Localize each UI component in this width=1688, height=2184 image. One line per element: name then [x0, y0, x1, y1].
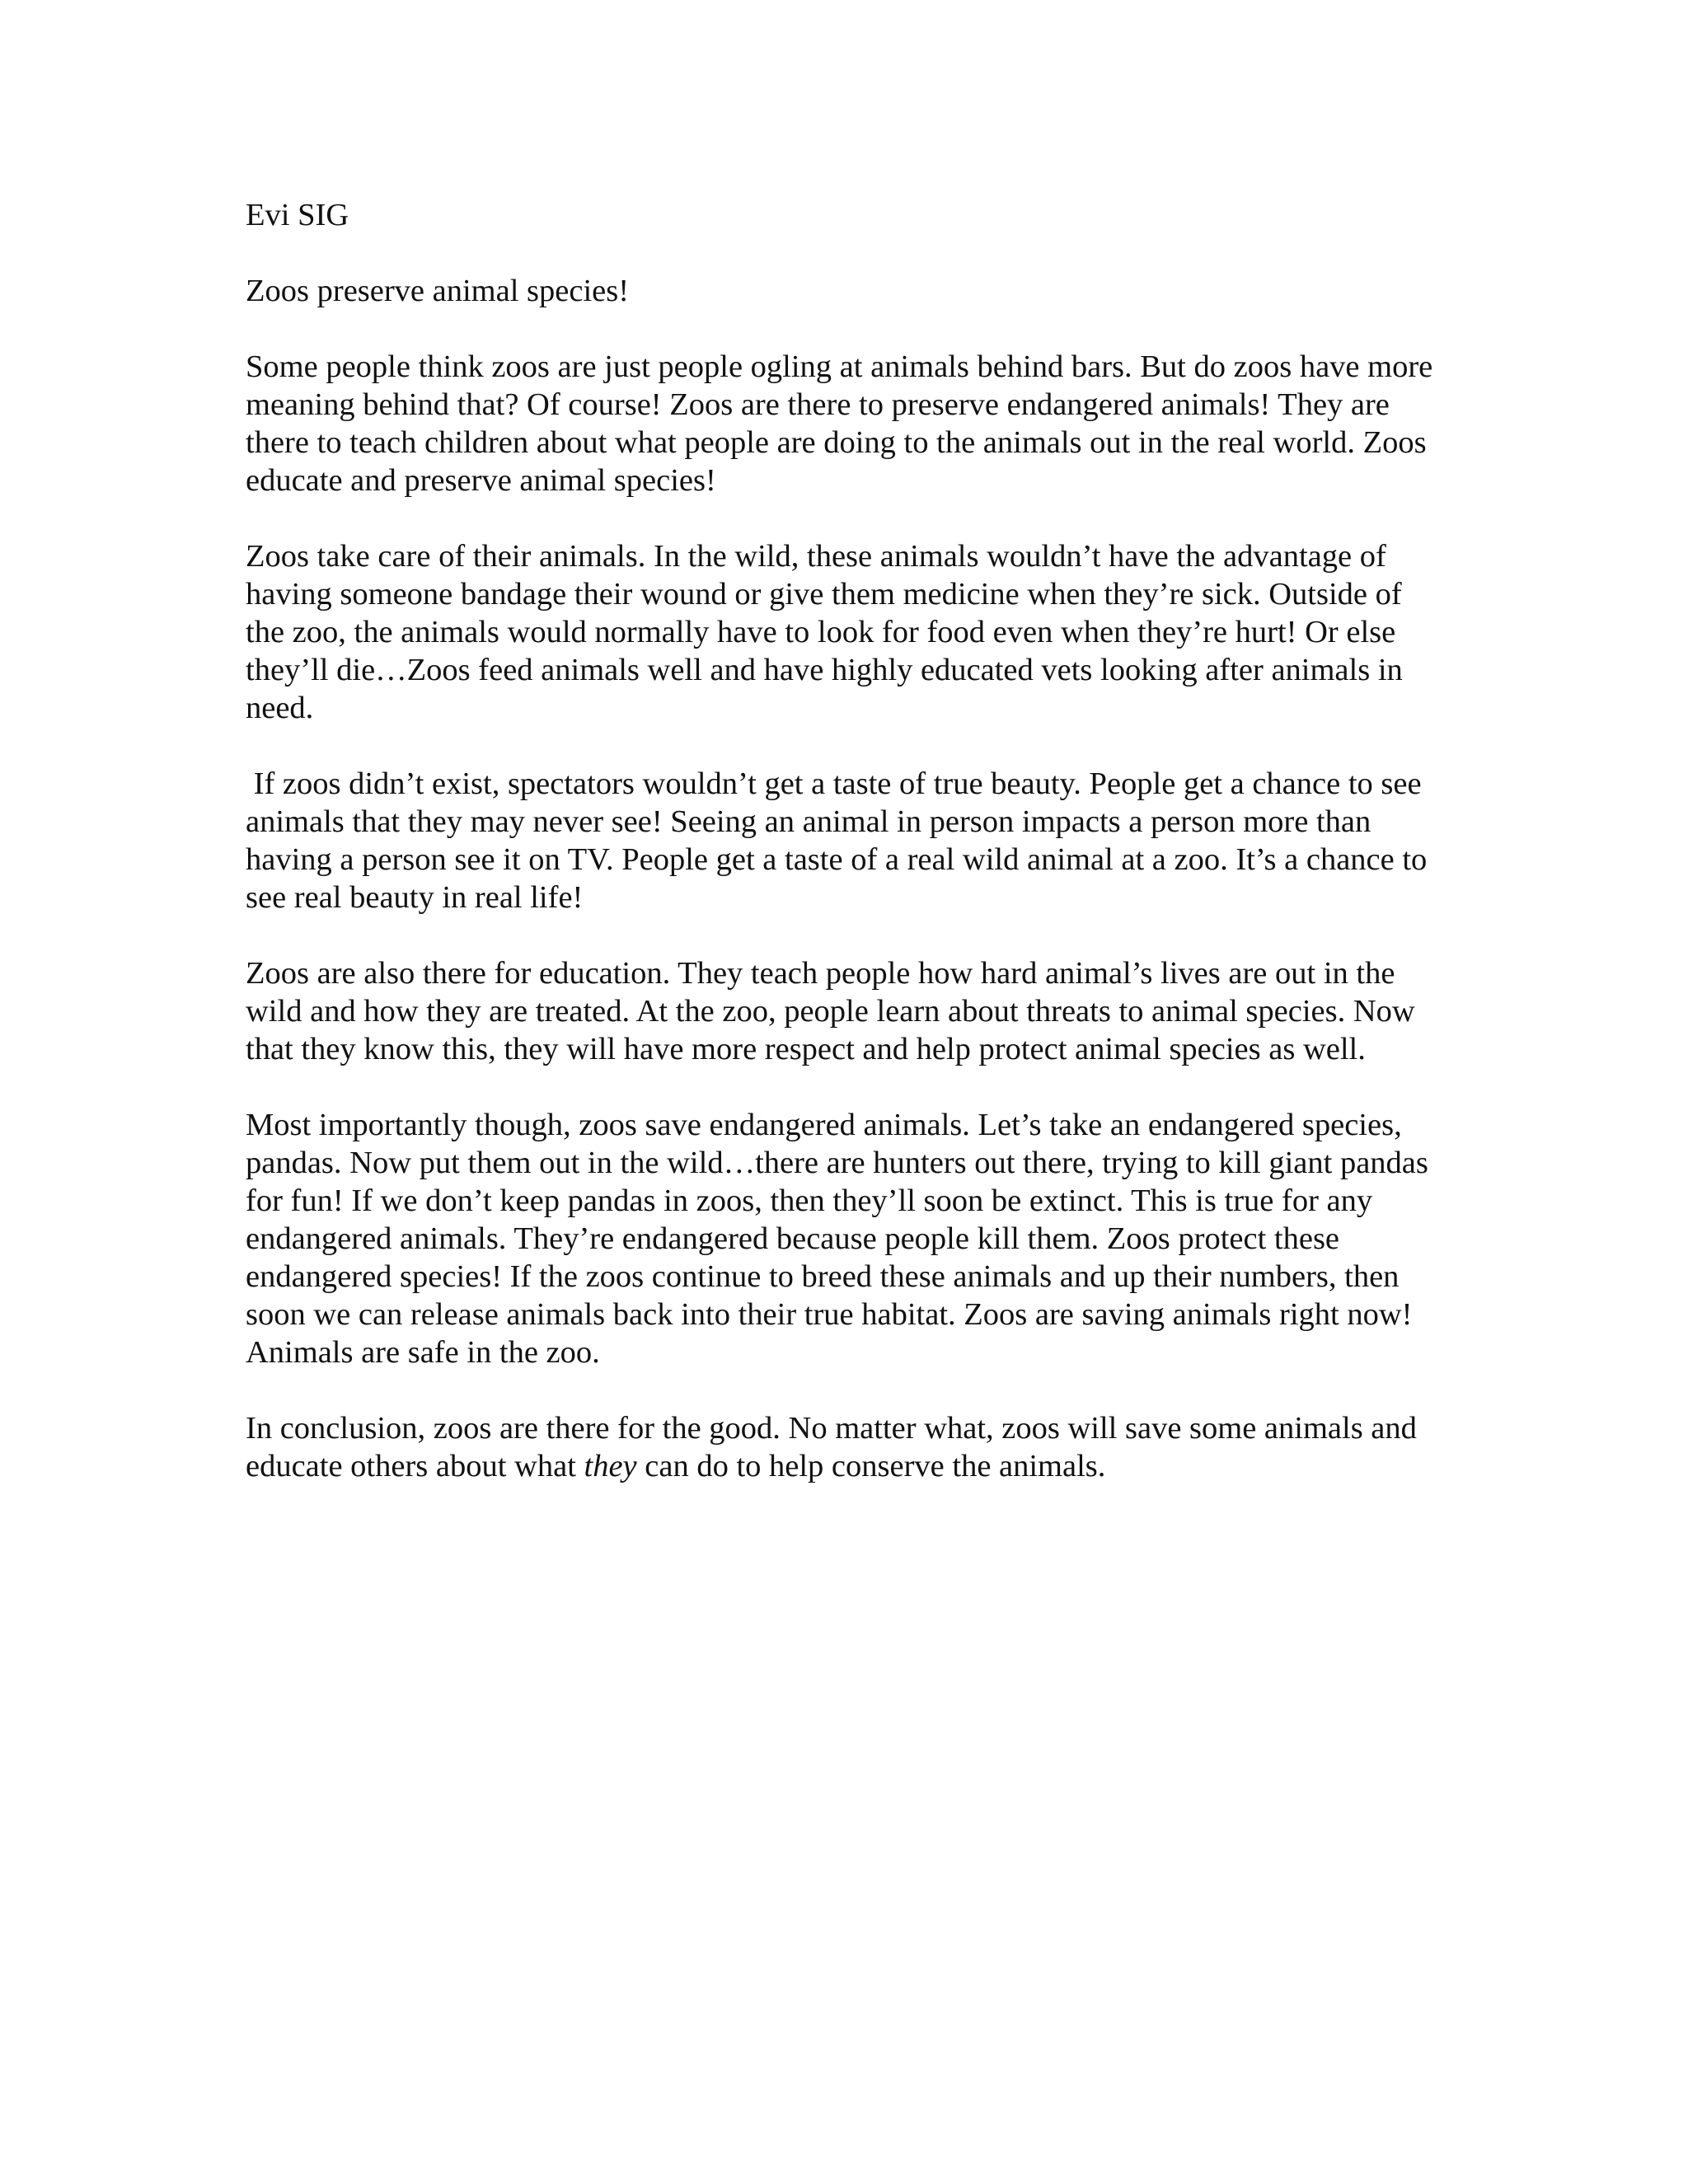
document-body: [246, 196, 1442, 1523]
conclusion-text-after: can do to help conserve the animals.: [636, 1449, 1106, 1483]
paragraph-conclusion: [246, 1409, 1442, 1485]
conclusion-text-before: In conclusion, zoos are there for the good. No matter what, zoos will save some animals and educate others about what: [246, 1411, 1417, 1483]
paragraph-beauty: If zoos didn’t exist, spectators wouldn’t get a taste of true beauty. People get a chance to see animals that they may never see! Seeing an animal in person impacts a person more than having a person see it on TV. People get a taste of a real wild animal at a zoo. It’s a chance to see real beauty in real life!: [246, 766, 1435, 915]
paragraph-education: Zoos are also there for education. They teach people how hard animal’s lives are out in the wild and how they are treated. At the zoo, people learn about threats to animal species. Now that they know this, they will have more respect and help protect animal species as well.: [246, 956, 1415, 1066]
paragraph-intro: Some people think zoos are just people ogling at animals behind bars. But do zoos have more meaning behind that? Of course! Zoos are there to preserve endangered animals! They are there to teach children about what people are doing to the animals out in the real world. Zoos educate and preserve animal species!: [246, 349, 1433, 498]
conclusion-emphasis: they: [584, 1449, 637, 1483]
author-line: Evi SIG: [246, 198, 349, 232]
paragraph-endangered: Most importantly though, zoos save endangered animals. Let’s take an endangered species, pandas. Now put them out in the wild…there are hunters out there, trying to kill giant pandas for fun! If we don’t keep pandas in zoos, then they’ll soon be extinct. This is true for any endangered animals. They’re endangered because people kill them. Zoos protect these endangered species! If the zoos continue to breed these animals and up their numbers, then soon we can release animals back into their true habitat. Zoos are saving animals right now! Animals are safe in the zoo.: [246, 1108, 1428, 1370]
essay-title: Zoos preserve animal species!: [246, 274, 630, 308]
paragraph-care: Zoos take care of their animals. In the wild, these animals wouldn’t have the advantage of having someone bandage their wound or give them medicine when they’re sick. Outside of the zoo, the animals would normally have to look for food even when they’re hurt! Or else they’ll die…Zoos feed animals well and have highly educated vets looking after animals in need.: [246, 539, 1411, 725]
